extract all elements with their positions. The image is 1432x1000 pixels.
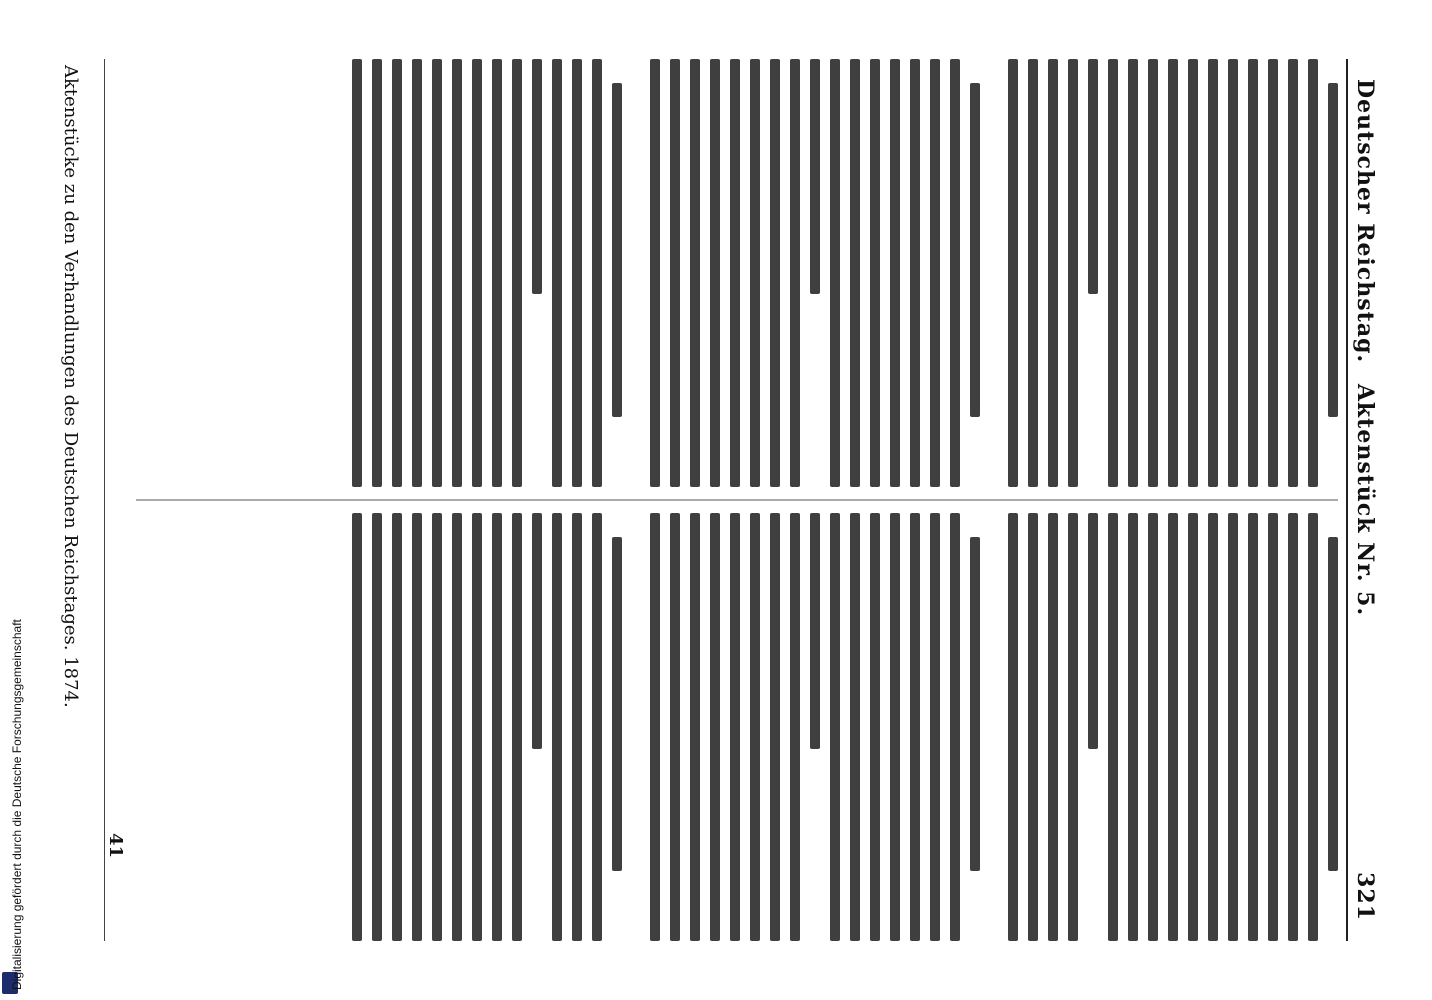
text-line (910, 59, 920, 487)
text-line (432, 59, 442, 487)
text-line (1168, 513, 1178, 941)
paragraph-gap (980, 59, 998, 487)
text-line (1128, 59, 1138, 487)
text-line (830, 513, 840, 941)
text-line (710, 59, 720, 487)
text-line (1268, 513, 1278, 941)
text-line (890, 59, 900, 487)
text-line (532, 513, 542, 748)
text-columns (136, 59, 1338, 941)
text-line (412, 59, 422, 487)
text-line (1248, 513, 1258, 941)
text-line (1028, 513, 1038, 941)
text-line (552, 513, 562, 941)
text-line (572, 513, 582, 941)
text-line (950, 59, 960, 487)
text-line (1188, 59, 1198, 487)
text-line (670, 59, 680, 487)
text-line (612, 537, 622, 871)
text-line (452, 59, 462, 487)
text-line (1208, 59, 1218, 487)
header-middle: Aktenstück Nr. 5. (1352, 383, 1378, 617)
text-line (650, 59, 660, 487)
text-line (452, 513, 462, 941)
text-line (1188, 513, 1198, 941)
text-line (1068, 59, 1078, 487)
text-line (790, 59, 800, 487)
text-line (492, 59, 502, 487)
text-line (670, 513, 680, 941)
text-line (1268, 59, 1278, 487)
text-line (352, 59, 362, 487)
text-line (552, 59, 562, 487)
text-line (810, 59, 820, 294)
text-line (1008, 59, 1018, 487)
text-line (492, 513, 502, 941)
text-line (1288, 513, 1298, 941)
text-line (890, 513, 900, 941)
text-line (1328, 537, 1338, 871)
text-line (970, 83, 980, 417)
text-line (372, 513, 382, 941)
text-line (930, 513, 940, 941)
text-line (412, 513, 422, 941)
text-line (690, 59, 700, 487)
text-line (1048, 59, 1058, 487)
paragraph-gap (980, 513, 998, 941)
text-line (790, 513, 800, 941)
text-line (352, 513, 362, 941)
text-line (650, 513, 660, 941)
left-column (136, 59, 1338, 487)
text-line (710, 513, 720, 941)
text-line (1108, 513, 1118, 941)
text-line (750, 59, 760, 487)
text-line (372, 59, 382, 487)
text-line (730, 513, 740, 941)
text-line (770, 59, 780, 487)
paragraph-gap (622, 513, 640, 941)
text-line (472, 59, 482, 487)
text-line (1308, 59, 1318, 487)
text-line (870, 513, 880, 941)
text-line (1148, 59, 1158, 487)
page-number: 41 (105, 832, 127, 859)
text-line (970, 537, 980, 871)
text-line (1088, 59, 1098, 294)
header-left: Deutscher Reichstag. (1352, 79, 1378, 364)
text-line (950, 513, 960, 941)
text-line (1328, 83, 1338, 417)
text-line (1108, 59, 1118, 487)
text-line (1088, 513, 1098, 748)
text-line (512, 513, 522, 941)
text-line (1288, 59, 1298, 487)
page-header (1346, 59, 1384, 941)
text-line (1068, 513, 1078, 941)
text-line (750, 513, 760, 941)
text-line (1128, 513, 1138, 941)
text-line (730, 59, 740, 487)
right-column (136, 513, 1338, 941)
header-right: 321 (1352, 872, 1378, 921)
text-line (1208, 513, 1218, 941)
text-line (592, 513, 602, 941)
text-line (392, 59, 402, 487)
text-line (1048, 513, 1058, 941)
text-line (612, 83, 622, 417)
text-line (1228, 59, 1238, 487)
text-line (432, 513, 442, 941)
text-line (1008, 513, 1018, 941)
text-line (1168, 59, 1178, 487)
text-line (830, 59, 840, 487)
text-line (1028, 59, 1038, 487)
text-line (1148, 513, 1158, 941)
text-line (1248, 59, 1258, 487)
text-line (392, 513, 402, 941)
text-line (512, 59, 522, 487)
text-line (592, 59, 602, 487)
text-line (1308, 513, 1318, 941)
text-line (472, 513, 482, 941)
text-line (850, 59, 860, 487)
text-line (572, 59, 582, 487)
footer-text: Aktenstücke zu den Verhandlungen des Deutschen Reichstages. 1874. (60, 65, 81, 708)
footer-rule (104, 59, 105, 941)
text-line (870, 59, 880, 487)
text-line (850, 513, 860, 941)
text-line (810, 513, 820, 748)
paragraph-gap (622, 59, 640, 487)
text-line (910, 513, 920, 941)
text-line (930, 59, 940, 487)
text-line (532, 59, 542, 294)
column-divider (136, 500, 1338, 501)
text-line (690, 513, 700, 941)
digitization-note: Digitalisierung gefördert durch die Deutsche Forschungsgemeinschaft (10, 619, 24, 990)
text-line (770, 513, 780, 941)
rotated-page (40, 35, 1390, 965)
text-line (1228, 513, 1238, 941)
